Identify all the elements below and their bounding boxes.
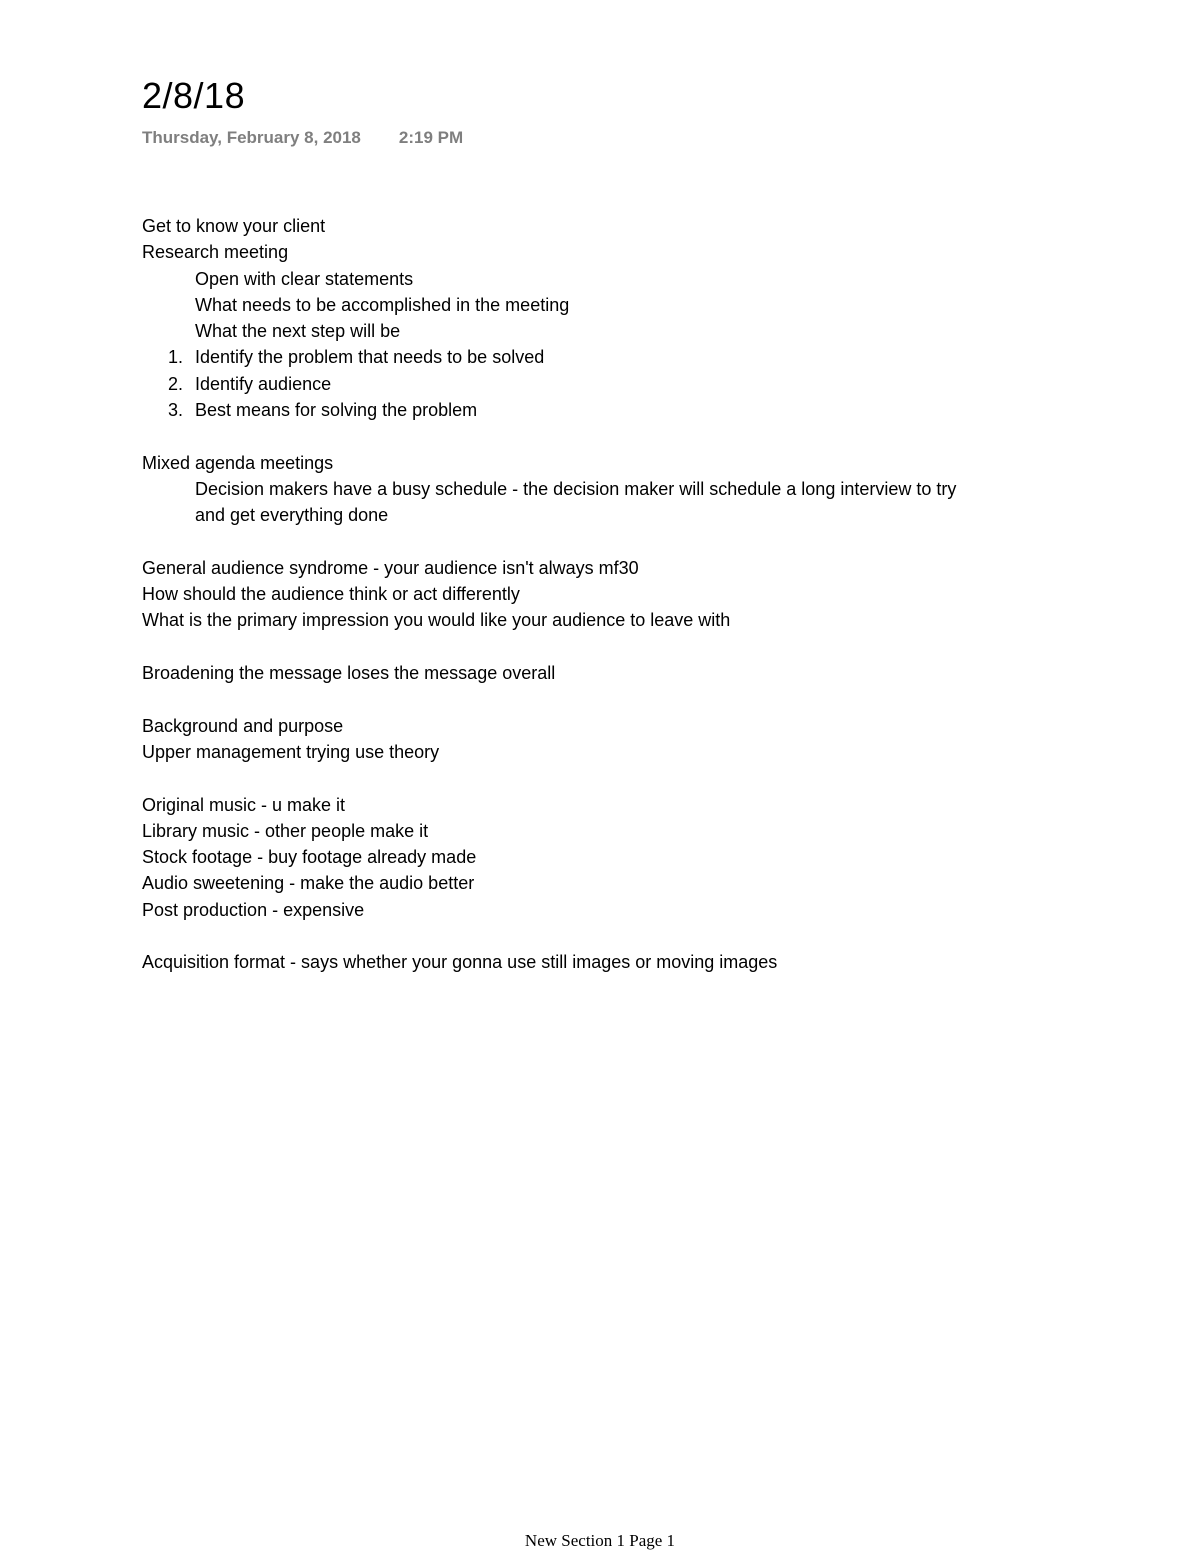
note-line: Post production - expensive (142, 899, 365, 920)
blank-line (142, 765, 1102, 791)
note-line-indented: Decision makers have a busy schedule - the decision maker will schedule a long interview to try (195, 478, 957, 499)
page-timestamp (142, 127, 463, 149)
list-item-text: Identify the problem that needs to be solved (195, 347, 545, 368)
numbered-list-item (142, 397, 1102, 423)
note-line: How should the audience think or act differently (142, 584, 520, 605)
note-line: Broadening the message loses the message overall (142, 663, 556, 684)
note-line: Library music - other people make it (142, 820, 429, 841)
note-line: Research meeting (142, 242, 289, 263)
blank-line (142, 686, 1102, 712)
list-item-text: Best means for solving the problem (195, 400, 478, 421)
numbered-list-item (142, 371, 1102, 397)
note-line: Stock footage - buy footage already made (142, 847, 477, 868)
note-line: Background and purpose (142, 715, 344, 736)
blank-line (142, 634, 1102, 660)
blank-line (142, 923, 1102, 949)
blank-line (142, 529, 1102, 555)
page-date: Thursday, February 8, 2018 (142, 128, 361, 147)
note-line-indented: What the next step will be (195, 321, 401, 342)
page-title: 2/8/18 (142, 75, 246, 116)
note-line: Acquisition format - says whether your gonna use still images or moving images (142, 952, 778, 973)
note-line-indented: and get everything done (195, 505, 389, 526)
blank-line (142, 423, 1102, 449)
note-line: What is the primary impression you would like your audience to leave with (142, 610, 731, 631)
numbered-list-item (142, 344, 1102, 370)
note-line: Original music - u make it (142, 794, 346, 815)
note-line: General audience syndrome - your audience isn't always mf30 (142, 557, 639, 578)
note-line-indented: What needs to be accomplished in the meeting (195, 294, 570, 315)
list-number: 3. (167, 400, 183, 421)
page-footer: New Section 1 Page 1 (524, 1531, 676, 1550)
note-line: Audio sweetening - make the audio better (142, 873, 475, 894)
list-number: 1. (167, 347, 183, 368)
note-line: Upper management trying use theory (142, 741, 440, 762)
note-line: Mixed agenda meetings (142, 452, 334, 473)
note-line: Get to know your client (142, 216, 326, 236)
page-time: 2:19 PM (398, 128, 464, 147)
note-body (142, 213, 1102, 976)
list-number: 2. (167, 373, 183, 394)
list-item-text: Identify audience (195, 373, 332, 394)
note-line-indented: Open with clear statements (195, 268, 414, 289)
